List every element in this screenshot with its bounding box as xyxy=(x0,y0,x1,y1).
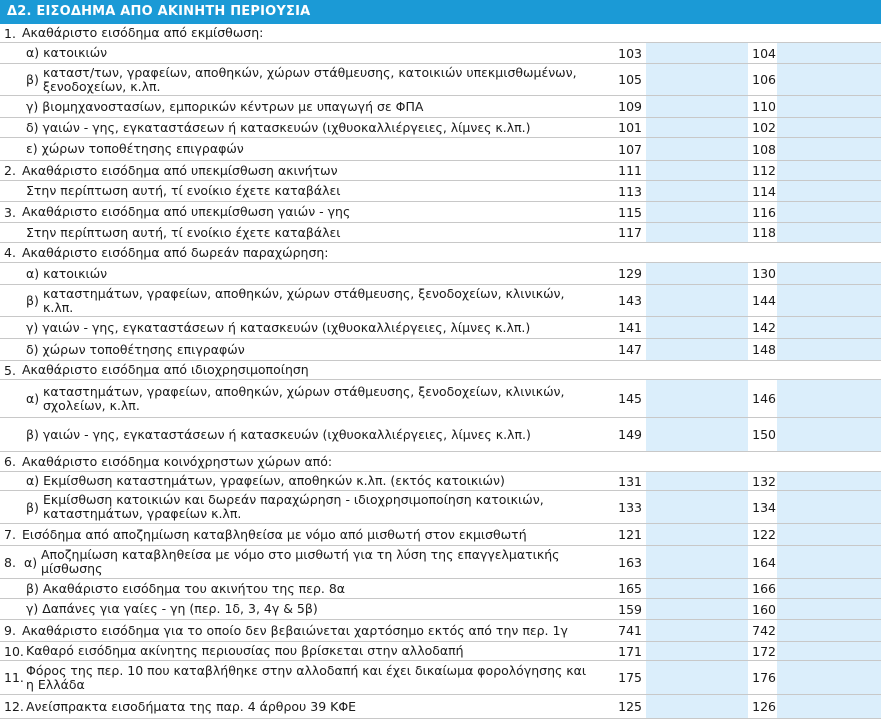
table-row xyxy=(0,285,881,317)
amount-input-field[interactable] xyxy=(777,380,881,417)
row-label: Ακαθάριστο εισόδημα κοινόχρηστων χώρων από: xyxy=(22,453,333,469)
row-number: 4. xyxy=(4,245,16,260)
field-code: 166 xyxy=(752,581,776,596)
amount-input-field[interactable] xyxy=(646,620,748,641)
amount-input-field[interactable] xyxy=(646,181,748,201)
amount-input-field[interactable] xyxy=(777,285,881,316)
field-code: 105 xyxy=(618,72,642,87)
amount-input-field[interactable] xyxy=(777,579,881,598)
row-label: Εκμίσθωση κατοικιών και δωρεάν παραχώρηση - ιδιοχρησιμοποίηση κατοικιών, καταστημάτων, γραφείων κ.λπ. xyxy=(43,492,544,521)
field-code: 143 xyxy=(618,293,642,308)
field-code: 121 xyxy=(618,527,642,542)
field-code: 102 xyxy=(752,120,776,135)
row-label: καταστημάτων, γραφείων, αποθηκών, χώρων στάθμευσης, ξενοδοχείων, κλινικών, κ.λπ. xyxy=(43,285,565,315)
field-code: 176 xyxy=(752,670,776,685)
amount-input-field[interactable] xyxy=(777,96,881,117)
field-code: 145 xyxy=(618,391,642,406)
table-row xyxy=(0,524,881,546)
field-code: 141 xyxy=(618,320,642,335)
table-row xyxy=(0,202,881,223)
field-code: 114 xyxy=(752,183,776,199)
amount-input-field[interactable] xyxy=(777,43,881,63)
section-header xyxy=(0,0,881,24)
row-label: καταστημάτων, γραφείων, αποθηκών, χώρων στάθμευσης, ξενοδοχείων, κλινικών, σχολείων, κ.λπ. xyxy=(43,383,565,413)
row-label: δ) γαιών - γης, εγκαταστάσεων ή κατασκευών (ιχθυοκαλλιέργειες, λίμνες κ.λπ.) xyxy=(26,119,531,135)
row-label: Φόρος της περ. 10 που καταβλήθηκε στην αλλοδαπή και έχει δικαίωμα φορολόγησης και η Ελλάδα xyxy=(26,662,587,692)
amount-input-field[interactable] xyxy=(777,118,881,137)
table-row xyxy=(0,546,881,579)
amount-input-field[interactable] xyxy=(777,524,881,545)
amount-input-field[interactable] xyxy=(646,380,748,417)
row-label: Καθαρό εισόδημα ακίνητης περιουσίας που βρίσκεται στην αλλοδαπή xyxy=(26,643,464,658)
amount-input-field[interactable] xyxy=(646,118,748,137)
table-row xyxy=(0,695,881,719)
amount-input-field[interactable] xyxy=(777,599,881,619)
row-label: Εισόδημα από αποζημίωση καταβληθείσα με νόμο από μισθωτή στον εκμισθωτή xyxy=(22,526,527,542)
table-row xyxy=(0,579,881,599)
table-row xyxy=(0,642,881,661)
field-code: 111 xyxy=(618,163,642,178)
table-row xyxy=(0,181,881,202)
field-code: 172 xyxy=(752,643,776,659)
field-code: 133 xyxy=(618,499,642,515)
amount-input-field[interactable] xyxy=(777,138,881,160)
row-sub-letter: α) xyxy=(24,554,38,570)
row-number: 10. xyxy=(4,643,24,659)
amount-input-field[interactable] xyxy=(777,695,881,718)
row-label: α) Εκμίσθωση καταστημάτων, γραφείων, αποθηκών κ.λπ. (εκτός κατοικιών) xyxy=(26,473,505,488)
field-code: 159 xyxy=(618,601,642,617)
amount-input-field[interactable] xyxy=(777,317,881,338)
field-code: 103 xyxy=(618,45,642,61)
field-code: 171 xyxy=(618,643,642,659)
row-number: 11. xyxy=(4,670,24,685)
row-label: γ) βιομηχανοστασίων, εμπορικών κέντρων με υπαγωγή σε ΦΠΑ xyxy=(26,98,424,114)
field-code: 142 xyxy=(752,320,776,335)
amount-input-field[interactable] xyxy=(646,263,748,284)
field-code: 116 xyxy=(752,204,776,220)
field-code: 149 xyxy=(618,427,642,442)
field-code: 741 xyxy=(618,623,642,638)
table-row xyxy=(0,599,881,620)
row-label: Ακαθάριστο εισόδημα από υπεκμίσθωση γαιών - γης xyxy=(22,204,351,219)
table-row xyxy=(0,339,881,361)
row-label: Στην περίπτωση αυτή, τί ενοίκιο έχετε καταβάλει xyxy=(26,183,341,198)
row-label: β) γαιών - γης, εγκαταστάσεων ή κατασκευών (ιχθυοκαλλιέργειες, λίμνες κ.λπ.) xyxy=(26,426,531,442)
row-number: 2. xyxy=(4,163,16,178)
row-label: γ) Δαπάνες για γαίες - γη (περ. 1δ, 3, 4γ & 5β) xyxy=(26,601,318,616)
row-sub-letter: α) xyxy=(26,391,40,406)
field-code: 106 xyxy=(752,72,776,87)
field-code: 130 xyxy=(752,266,776,281)
amount-input-field[interactable] xyxy=(646,285,748,316)
field-code: 126 xyxy=(752,699,776,714)
amount-input-field[interactable] xyxy=(646,661,748,694)
row-number: 12. xyxy=(4,699,24,714)
table-row xyxy=(0,263,881,285)
field-code: 118 xyxy=(752,225,776,240)
amount-input-field[interactable] xyxy=(646,579,748,598)
row-label: καταστ/των, γραφείων, αποθηκών, χώρων στάθμευσης, κατοικιών υπεκμισθωμένων, ξενοδοχείων, κ.λπ. xyxy=(43,64,577,94)
field-code: 146 xyxy=(752,391,776,406)
row-label: Ακαθάριστο εισόδημα από δωρεάν παραχώρηση: xyxy=(22,244,329,260)
table-row xyxy=(0,472,881,491)
row-number: 8. xyxy=(4,554,16,570)
amount-input-field[interactable] xyxy=(777,202,881,222)
row-number: 9. xyxy=(4,623,16,638)
table-row xyxy=(0,620,881,642)
field-code: 131 xyxy=(618,473,642,489)
field-code: 112 xyxy=(752,163,776,178)
amount-input-field[interactable] xyxy=(777,223,881,242)
row-number: 7. xyxy=(4,527,16,542)
row-number: 6. xyxy=(4,454,16,469)
table-row xyxy=(0,161,881,181)
amount-input-field[interactable] xyxy=(646,491,748,523)
row-number: 3. xyxy=(4,204,16,220)
field-code: 108 xyxy=(752,141,776,157)
field-code: 164 xyxy=(752,554,776,570)
table-row xyxy=(0,418,881,452)
field-code: 134 xyxy=(752,499,776,515)
row-label: α) κατοικιών xyxy=(26,45,108,60)
amount-input-field[interactable] xyxy=(646,642,748,660)
field-code: 117 xyxy=(618,225,642,240)
row-label: Στην περίπτωση αυτή, τί ενοίκιο έχετε καταβάλει xyxy=(26,224,341,240)
amount-input-field[interactable] xyxy=(646,43,748,63)
field-code: 132 xyxy=(752,473,776,489)
amount-input-field[interactable] xyxy=(646,695,748,718)
amount-input-field[interactable] xyxy=(777,642,881,660)
amount-input-field[interactable] xyxy=(646,546,748,578)
amount-input-field[interactable] xyxy=(646,161,748,180)
amount-input-field[interactable] xyxy=(777,263,881,284)
row-label: Ακαθάριστο εισόδημα από υπεκμίσθωση ακινήτων xyxy=(22,162,338,178)
field-code: 163 xyxy=(618,554,642,570)
amount-input-field[interactable] xyxy=(646,472,748,490)
table-row xyxy=(0,491,881,524)
row-sub-letter: β) xyxy=(26,499,39,515)
field-code: 113 xyxy=(618,183,642,199)
table-row xyxy=(0,380,881,418)
table-row xyxy=(0,661,881,695)
table-row xyxy=(0,317,881,339)
field-code: 129 xyxy=(618,266,642,281)
amount-input-field[interactable] xyxy=(777,546,881,578)
row-number: 5. xyxy=(4,362,16,378)
table-row xyxy=(0,64,881,96)
row-label: ε) χώρων τοποθέτησης επιγραφών xyxy=(26,141,244,156)
amount-input-field[interactable] xyxy=(777,620,881,641)
table-row xyxy=(0,452,881,472)
table-row xyxy=(0,138,881,161)
field-code: 115 xyxy=(618,204,642,220)
amount-input-field[interactable] xyxy=(777,418,881,451)
row-label: γ) γαιών - γης, εγκαταστάσεων ή κατασκευών (ιχθυοκαλλιέργειες, λίμνες κ.λπ.) xyxy=(26,319,531,335)
field-code: 175 xyxy=(618,670,642,685)
table-row xyxy=(0,243,881,263)
amount-input-field[interactable] xyxy=(646,96,748,117)
table-row xyxy=(0,43,881,64)
field-code: 104 xyxy=(752,45,776,61)
row-sub-letter: β) xyxy=(26,293,39,308)
row-label: Αποζημίωση καταβληθείσα με νόμο στο μισθωτή για τη λύση της επαγγελματικής μίσθωσης xyxy=(41,547,560,576)
table-row xyxy=(0,361,881,380)
table-row xyxy=(0,96,881,118)
table-row xyxy=(0,223,881,243)
field-code: 122 xyxy=(752,527,776,542)
amount-input-field[interactable] xyxy=(777,181,881,201)
amount-input-field[interactable] xyxy=(777,64,881,95)
amount-input-field[interactable] xyxy=(777,661,881,694)
amount-input-field[interactable] xyxy=(646,339,748,360)
field-code: 110 xyxy=(752,99,776,114)
amount-input-field[interactable] xyxy=(646,138,748,160)
field-code: 144 xyxy=(752,293,776,308)
row-label: δ) χώρων τοποθέτησης επιγραφών xyxy=(26,341,245,357)
amount-input-field[interactable] xyxy=(777,339,881,360)
amount-input-field[interactable] xyxy=(777,161,881,180)
table-row xyxy=(0,118,881,138)
field-code: 160 xyxy=(752,601,776,617)
table-row xyxy=(0,24,881,43)
field-code: 742 xyxy=(752,623,776,638)
amount-input-field[interactable] xyxy=(777,472,881,490)
field-code: 125 xyxy=(618,699,642,714)
row-label: Ανείσπρακτα εισοδήματα της παρ. 4 άρθρου 39 ΚΦΕ xyxy=(26,698,357,714)
field-code: 147 xyxy=(618,342,642,357)
amount-input-field[interactable] xyxy=(646,223,748,242)
row-number: 1. xyxy=(4,25,16,41)
field-code: 165 xyxy=(618,581,642,596)
amount-input-field[interactable] xyxy=(646,64,748,95)
amount-input-field[interactable] xyxy=(646,317,748,338)
amount-input-field[interactable] xyxy=(777,491,881,523)
section-title: Δ2. ΕΙΣΟΔΗΜΑ ΑΠΟ ΑΚΙΝΗΤΗ ΠΕΡΙΟΥΣΙΑ xyxy=(7,4,311,19)
field-code: 107 xyxy=(618,141,642,157)
amount-input-field[interactable] xyxy=(646,202,748,222)
row-label: β) Ακαθάριστο εισόδημα του ακινήτου της περ. 8α xyxy=(26,580,346,596)
row-label: Ακαθάριστο εισόδημα από ιδιοχρησιμοποίηση xyxy=(22,362,309,377)
amount-input-field[interactable] xyxy=(646,524,748,545)
row-label: Ακαθάριστο εισόδημα για το οποίο δεν βεβαιώνεται χαρτόσημο εκτός από την περ. 1γ xyxy=(22,622,568,638)
amount-input-field[interactable] xyxy=(646,418,748,451)
row-sub-letter: β) xyxy=(26,72,39,87)
row-label: α) κατοικιών xyxy=(26,265,108,281)
field-code: 109 xyxy=(618,99,642,114)
field-code: 148 xyxy=(752,342,776,357)
amount-input-field[interactable] xyxy=(646,599,748,619)
field-code: 101 xyxy=(618,120,642,135)
row-label: Ακαθάριστο εισόδημα από εκμίσθωση: xyxy=(22,25,264,40)
field-code: 150 xyxy=(752,427,776,442)
